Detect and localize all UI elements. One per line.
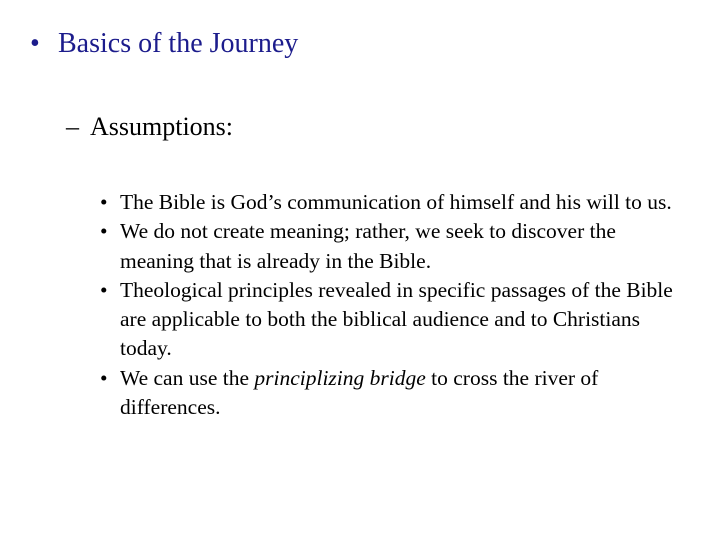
slide-heading bbox=[30, 26, 298, 62]
assumption-text: We do not create meaning; rather, we seek to discover the meaning that is already in the Bible. bbox=[120, 219, 616, 273]
assumption-bullet: • bbox=[100, 277, 108, 302]
assumption-bullet: • bbox=[100, 365, 108, 390]
assumption-bullet: • bbox=[100, 219, 108, 244]
assumption-item bbox=[100, 276, 690, 364]
assumption-text-end: to cross the river of differences. bbox=[120, 365, 599, 420]
heading-bullet: • bbox=[30, 28, 40, 59]
subheading-text: Assumptions: bbox=[90, 112, 234, 141]
assumption-text-start: We can use the bbox=[120, 365, 255, 390]
assumptions-list bbox=[100, 188, 690, 422]
assumption-emphasis: principlizing bridge bbox=[254, 365, 426, 390]
assumption-item bbox=[100, 217, 690, 276]
assumption-text: Theological principles revealed in specific passages of the Bible are applicable to both the biblical audience and to Christians today. bbox=[120, 277, 673, 361]
heading-text: Basics of the Journey bbox=[58, 28, 299, 59]
assumption-item bbox=[100, 364, 690, 423]
slide-subheading bbox=[66, 110, 233, 144]
assumption-item bbox=[100, 188, 690, 217]
assumption-text: The Bible is God’s communication of himself and his will to us. bbox=[120, 190, 672, 214]
assumption-bullet: • bbox=[100, 190, 108, 214]
subheading-dash: – bbox=[66, 112, 79, 141]
